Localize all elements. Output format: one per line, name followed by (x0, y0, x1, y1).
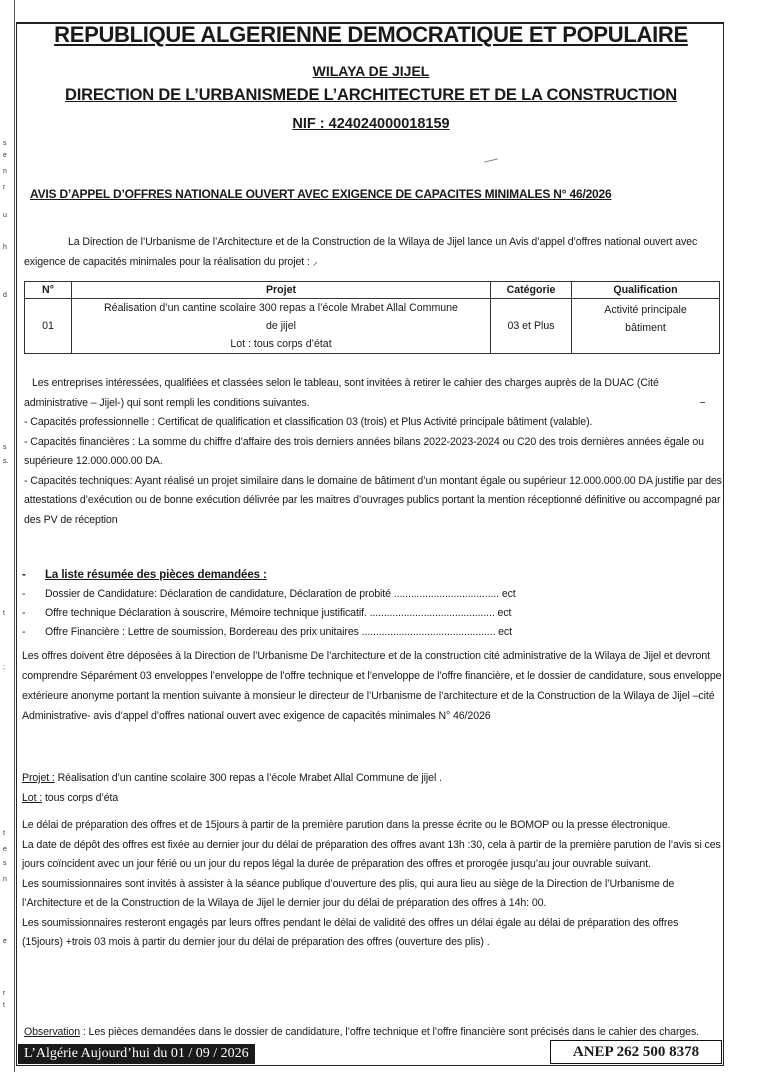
margin-letter: t (3, 1002, 5, 1009)
anep-reference: ANEP 262 500 8378 (550, 1040, 722, 1064)
newspaper-date-banner: L’Algérie Aujourd’hui du 01 / 09 / 2026 (18, 1044, 255, 1064)
capacity-financial: - Capacités financières : La somme du chiffre d’affaire des trois derniers années bilans 2022-2023-2024 ou C20 des trois dernières années égale ou supérieure 12.000.000.00 DA. (24, 435, 704, 467)
cell-categorie: 03 et Plus (491, 299, 572, 354)
header-num: N° (25, 282, 72, 299)
observation-label: Observation (24, 1026, 81, 1038)
list-item: - Dossier de Candidature: Déclaration de candidature, Déclaration de probité ..................................... ect (22, 585, 722, 604)
margin-letter: t (3, 610, 5, 617)
conditions-intro: Les entreprises intéressées, qualifiées et classées selon le tableau, sont invitées à retirer le cahier des charges auprès de la DUAC (Cité administrative – Jijel-) qui sont rempli les conditions suivantes. (24, 377, 659, 409)
capacity-professional: - Capacités professionnelle : Certificat de qualification et classification 03 (trois) et Plus Activité principale bâtiment (valable). (24, 416, 593, 428)
margin-letter: e (3, 152, 7, 159)
avis-title: AVIS D’APPEL D’OFFRES NATIONALE OUVERT AVEC EXIGENCE DE CAPACITES MINIMALES N° 46/2026 (30, 187, 612, 201)
table-header-row (25, 282, 720, 299)
adjacent-column-strip (0, 0, 15, 1072)
observation-paragraph (24, 1022, 722, 1042)
cell-projet (72, 299, 491, 354)
header-qualification: Qualification (572, 282, 720, 299)
qualification-line: Activité principale (604, 304, 687, 316)
margin-letter: u (3, 212, 7, 219)
margin-letter: e (3, 846, 7, 853)
republic-title: REPUBLIQUE ALGERIENNE DEMOCRATIQUE ET POPULAIRE (54, 22, 688, 47)
projet-lot: Lot : tous corps d’état (230, 338, 332, 350)
margin-letter: d (3, 292, 7, 299)
ouverture-paragraph: Les soumissionnaires sont invités à assister à la séance publique d’ouverture des plis, qui aura lieu au siège de la Direction de l’Urbanisme de l’Architecture et de la Construction de la Wilaya de Jijel le dernier jour du délai de préparation des offres à 14h: 00. (22, 877, 675, 909)
list-item: - Offre technique Déclaration à souscrire, Mémoire technique justificatif. ............................................ ect (22, 604, 722, 623)
projet-section (22, 768, 722, 808)
delai-section (22, 816, 722, 953)
offres-paragraph: Les offres doivent être déposées à la Direction de l’Urbanisme De l’architecture et de la construction cité administrative de la Wilaya de Jijel et devront comprendre Séparément 03 enveloppes l’enveloppe de l’offre technique et l’enveloppe de l’offre financière, et le dossier de candidature, sous enveloppe extérieure anonyme portant la mention suivante à monsieur le directeur de l’Urbanisme de l’architecture et de la Construction de la Wilaya de Jijel –cité Administrative- avis d’appel d’offres national ouvert avec exigence de capacités minimales N° 46/2026 (22, 650, 722, 722)
margin-letter: s (3, 860, 7, 867)
lot-text: tous corps d’éta (42, 792, 119, 804)
capacity-technical: - Capacités techniques: Ayant réalisé un projet similaire dans le domaine de bâtiment d’un montant égale ou supérieur 12.000.000.00 DA justifie par des attestations d’exécution ou de bonne exécution délivrée par les maitres d’ouvrages publics portant la mention réceptionné définitive ou accompagné par des PV de réception (24, 474, 722, 526)
cell-qualification (572, 299, 720, 354)
scan-mark (700, 402, 705, 403)
direction-title: DIRECTION DE L’URBANISMEDE L’ARCHITECTURE ET DE LA CONSTRUCTION (65, 86, 677, 104)
projet-label: Projet : (22, 772, 55, 784)
header-categorie: Catégorie (491, 282, 572, 299)
margin-letter: e (3, 938, 7, 945)
margin-letter: t (3, 830, 5, 837)
delai-paragraph: Le délai de préparation des offres et de 15jours à partir de la première parution dans la presse écrite ou le BOMOP ou la presse électronique. (22, 819, 671, 831)
projet-line: de jijel (265, 320, 297, 332)
pieces-list (22, 565, 722, 642)
projet-text: Réalisation d’un cantine scolaire 300 repas a l’école Mrabet Allal Commune de jijel . (54, 772, 442, 784)
margin-letter: r (3, 990, 6, 997)
header-projet: Projet (72, 282, 491, 299)
list-item: - Offre Financière : Lettre de soumission, Bordereau des prix unitaires ............................................... ect (22, 623, 722, 642)
project-table (24, 281, 720, 354)
projet-line: Réalisation d’un cantine scolaire 300 repas a l’école Mrabet Allal Commune (104, 302, 458, 314)
margin-letter: h (3, 244, 7, 251)
margin-letter: n (3, 876, 7, 883)
validite-paragraph: Les soumissionnaires resteront engagés par leurs offres pendant le délai de validité des offres un délai égale au délai de préparation des offres (15jours) +trois 03 mois à partir du dernier jour du délai de préparation des offres (ouverture des plis) . (22, 916, 679, 948)
margin-letter: ; (3, 664, 5, 671)
margin-letter: s (3, 444, 7, 451)
margin-letter: r (3, 184, 6, 191)
observation-text: : Les pièces demandées dans le dossier de candidature, l’offre technique et l’offre financière sont précisés dans le cahier des charges. (80, 1026, 700, 1038)
wilaya-title: WILAYA DE JIJEL (312, 63, 430, 79)
table-row (25, 299, 720, 354)
depot-paragraph: La date de dépôt des offres est fixée au dernier jour du délai de préparation des offres avant 13h :30, cela à partir de la première parution de l’avis si ces jours coïncident avec un jour férié ou un jour du repos légal la durée de préparation des offres et prorogée jusqu’au jour ouvrable suivant. (22, 838, 721, 870)
margin-letter: n (3, 168, 7, 175)
qualification-line: bâtiment (625, 322, 666, 334)
margin-letter: s (3, 140, 7, 147)
pieces-title: - La liste résumée des pièces demandées : (22, 565, 722, 585)
lot-label: Lot : (22, 792, 43, 804)
cell-num: 01 (25, 299, 72, 354)
nif-number: NIF : 424024000018159 (292, 116, 450, 132)
margin-letter: s. (3, 458, 9, 465)
intro-paragraph: La Direction de l’Urbanisme de l’Architecture et de la Construction de la Wilaya de Jijel lance un Avis d’appel d’offres national ouvert avec exigence de capacités minimales pour la réalisation du projet : ⸝ (24, 236, 698, 268)
conditions-section (24, 374, 722, 530)
